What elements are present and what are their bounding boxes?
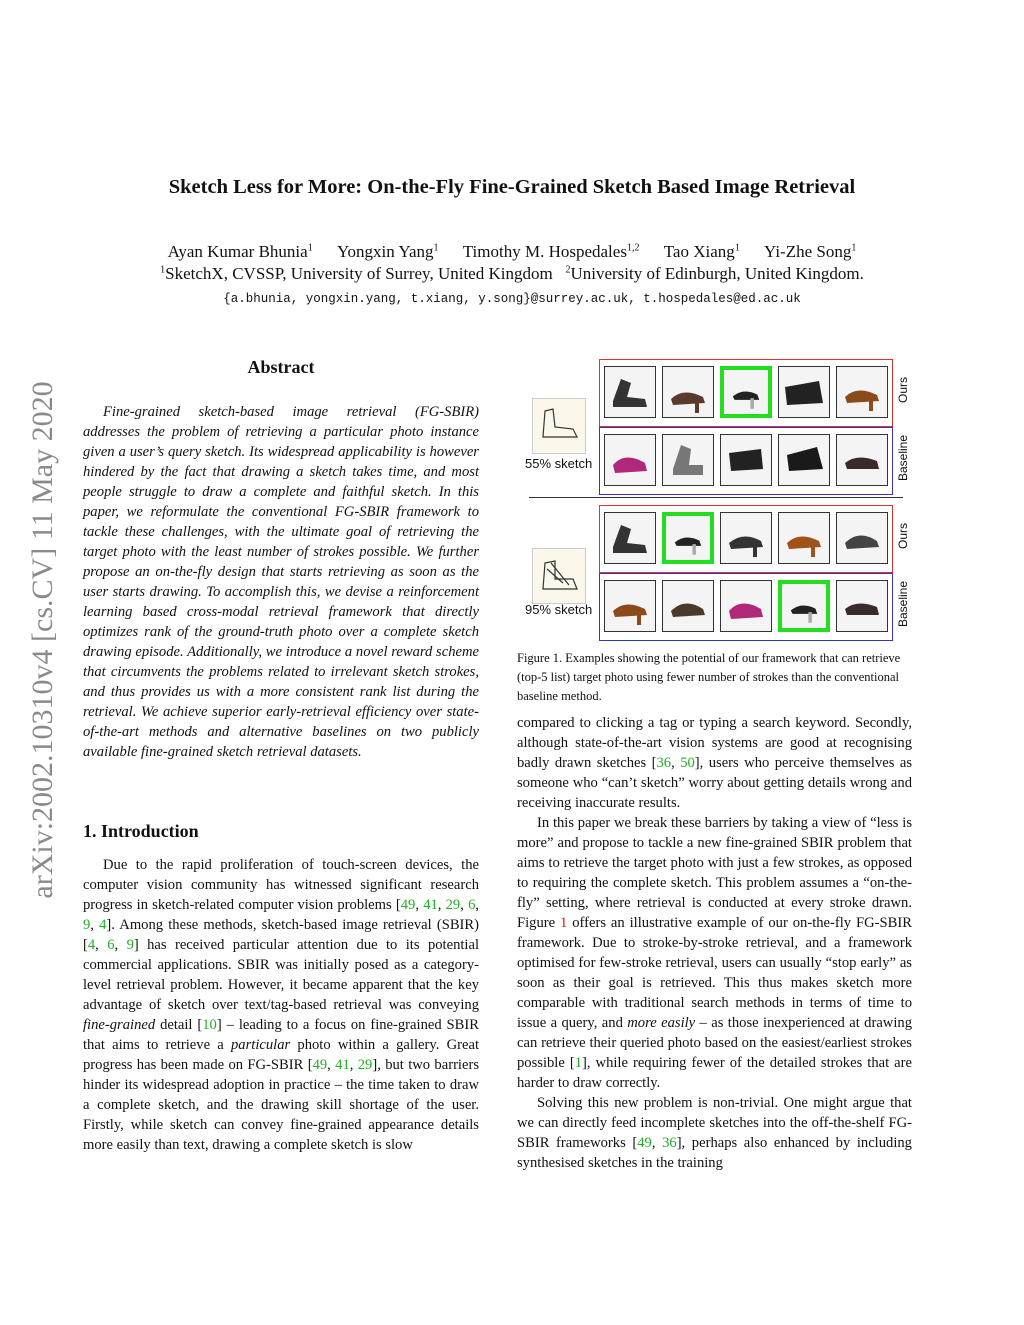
citation-link[interactable]: 9 [83, 917, 91, 933]
citation-link[interactable]: 9 [126, 937, 134, 953]
author-list [0, 242, 1024, 262]
arxiv-identifier: arXiv:2002.10310v4 [cs.CV] 11 May 2020 [26, 381, 59, 899]
author-emails: {a.bhunia, yongxin.yang, t.xiang, y.song}@surrey.ac.uk, t.hospedales@ed.ac.uk [223, 292, 801, 306]
citation-link[interactable]: 50 [680, 755, 695, 771]
paper-title: Sketch Less for More: On-the-Fly Fine-Grained Sketch Based Image Retrieval [168, 176, 856, 198]
row-label-ours: Ours [896, 377, 910, 404]
affiliation-surrey: SketchX, CVSSP, University of Surrey, United Kingdom [165, 264, 553, 283]
result-photo-target [778, 580, 830, 632]
sketch-thumbnail-95 [532, 548, 586, 604]
row-baseline-95 [599, 573, 893, 641]
row-label-baseline: Baseline [896, 434, 910, 482]
citation-link[interactable]: 6 [468, 897, 476, 913]
result-photo [662, 366, 714, 418]
intro-paragraph: Due to the rapid proliferation of touch-screen devices, the computer vision community has witnessed significant research progress in sketch-related computer vision problems [49, 41, 29, 6, 9, 4]. Among these methods, sketch-based image retrieval (SBIR) [4, 6, 9] has received particular attention due to its potential commercial applications. SBIR was initially posed as a category-level retrieval problem. However, it became apparent that the key advantage of sketch over text/tag-based retrieval was conveying fine-grained detail [10] – leading to a focus on fine-grained SBIR that aims to retrieve a particular photo within a gallery. Great progress has been made on FG-SBIR [49, 41, 29], but two barriers hinder its widespread adoption in practice – the time taken to draw a complete sketch, and the drawing skill shortage of the user. Firstly, while sketch can convey fine-grained appearance details more easily than text, drawing a complete sketch is slow [83, 857, 480, 1153]
citation-link[interactable]: 36 [662, 1135, 677, 1151]
citation-link[interactable]: 36 [656, 755, 672, 771]
result-photo [604, 512, 656, 564]
row-label-ours: Ours [896, 523, 910, 550]
author: Timothy M. Hospedales$^{1,2}$ [462, 242, 640, 261]
figure-divider [529, 497, 903, 498]
paragraph: Solving this new problem is non-trivial. One might argue that we can directly feed incomplete sketches into the off-the-shelf FG-SBIR frameworks [49, 36], perhaps also enhanced by including synthesised sketches in the training [517, 1095, 912, 1171]
right-column-text [517, 713, 912, 1173]
abstract-text: Fine-grained sketch-based image retrieval (FG-SBIR) addresses the problem of retrieving a particular photo instance given a user’s query sketch. Its widespread applicability is however hindered by the fact that drawing a sketch takes time, and most people struggle to draw a complete and faithful sketch. In this paper, we reformulate the conventional FG-SBIR framework to tackle these challenges, with the ultimate goal of retrieving the target photo with the least number of strokes possible. We further propose an on-the-fly design that starts retrieving as soon as the user starts drawing. To accomplish this, we devise a reinforcement learning based cross-modal retrieval framework that directly optimizes rank of the ground-truth photo over a complete sketch drawing episode. Additionally, we introduce a novel reward scheme that circumvents the problems related to irrelevant sketch strokes, and thus provides us with a more consistent rank list during the retrieval. We achieve superior early-retrieval efficiency over state-of-the-art methods and alternative baselines on two publicly available fine-grained sketch retrieval datasets. [83, 404, 479, 760]
citation-link[interactable]: 10 [202, 1017, 217, 1033]
figure-link[interactable]: 1 [560, 915, 568, 931]
result-photo [836, 434, 888, 486]
result-photo [662, 434, 714, 486]
citation-link[interactable]: 41 [335, 1057, 350, 1073]
result-photo [662, 580, 714, 632]
citation-link[interactable]: 49 [400, 897, 416, 913]
author: Yongxin Yang$^1$ [336, 242, 439, 261]
citation-link[interactable]: 4 [99, 917, 107, 933]
citation-link[interactable]: 49 [637, 1135, 652, 1151]
abstract-heading: Abstract [247, 357, 315, 377]
row-label-baseline: Baseline [896, 580, 910, 628]
author: Tao Xiang$^1$ [663, 242, 740, 261]
paragraph: compared to clicking a tag or typing a search keyword. Secondly, although state-of-the-art vision systems are good at recognising badly drawn sketches [36, 50], users who perceive themselves as someone who “can’t sketch” worry about getting details wrong and receiving inaccurate results. [517, 715, 913, 811]
result-photo [778, 366, 830, 418]
author: Ayan Kumar Bhunia$^1$ [167, 242, 313, 261]
result-photo [836, 580, 888, 632]
sketch-label-55: 55% sketch [525, 456, 593, 471]
citation-link[interactable]: 29 [357, 1057, 373, 1073]
intro-heading: 1. Introduction [83, 821, 199, 841]
author: Yi-Zhe Song$^1$ [764, 242, 857, 261]
result-photo [836, 512, 888, 564]
row-ours-55 [599, 359, 893, 427]
row-baseline-55 [599, 427, 893, 495]
result-photo [604, 580, 656, 632]
result-photo-target [720, 366, 772, 418]
result-photo [720, 580, 772, 632]
sketch-label-95: 95% sketch [525, 602, 593, 617]
result-photo [720, 512, 772, 564]
citation-link[interactable]: 49 [312, 1057, 328, 1073]
result-photo [778, 512, 830, 564]
citation-link[interactable]: 29 [445, 897, 461, 913]
result-photo [836, 366, 888, 418]
result-photo [720, 434, 772, 486]
result-photo [604, 366, 656, 418]
result-photo-target [662, 512, 714, 564]
affiliations: $^1$SketchX, CVSSP, University of Surrey, United Kingdom $^2$University of Edinburgh, United Kingdom. [160, 264, 864, 283]
paragraph: In this paper we break these barriers by taking a view of “less is more” and propose to tackle a new fine-grained SBIR problem that aims to retrieve the target photo with just a few strokes, as opposed to requiring the complete sketch. This problem assumes a “on-the-fly” setting, where retrieval is conducted at every stroke drawn. Figure 1 offers an illustrative example of our on-the-fly FG-SBIR framework. Due to stroke-by-stroke retrieval, and a framework optimised for few-stroke retrieval, users can usually “stop early” as soon as their goal is retrieved. This thus makes sketch more comparable with traditional search methods in terms of time to issue a query, and more easily – as those inexperienced at drawing can retrieve their queried photo based on the easiest/earliest strokes possible [1], while requiring fewer of the detailed strokes that are harder to draw correctly. [517, 815, 912, 1091]
result-photo [778, 434, 830, 486]
row-ours-95 [599, 505, 893, 573]
result-photo [604, 434, 656, 486]
citation-link[interactable]: 6 [107, 937, 115, 953]
citation-link[interactable]: 4 [87, 937, 96, 953]
figure-1 [515, 356, 915, 646]
affiliation-edinburgh: University of Edinburgh, United Kingdom. [570, 264, 864, 283]
figure-caption: Figure 1. Examples showing the potential of our framework that can retrieve (top-5 list) target photo using fewer number of strokes than the conventional baseline method. [517, 651, 901, 703]
citation-link[interactable]: 41 [423, 897, 438, 913]
citation-link[interactable]: 1 [574, 1055, 583, 1071]
sketch-thumbnail-55 [532, 398, 586, 454]
